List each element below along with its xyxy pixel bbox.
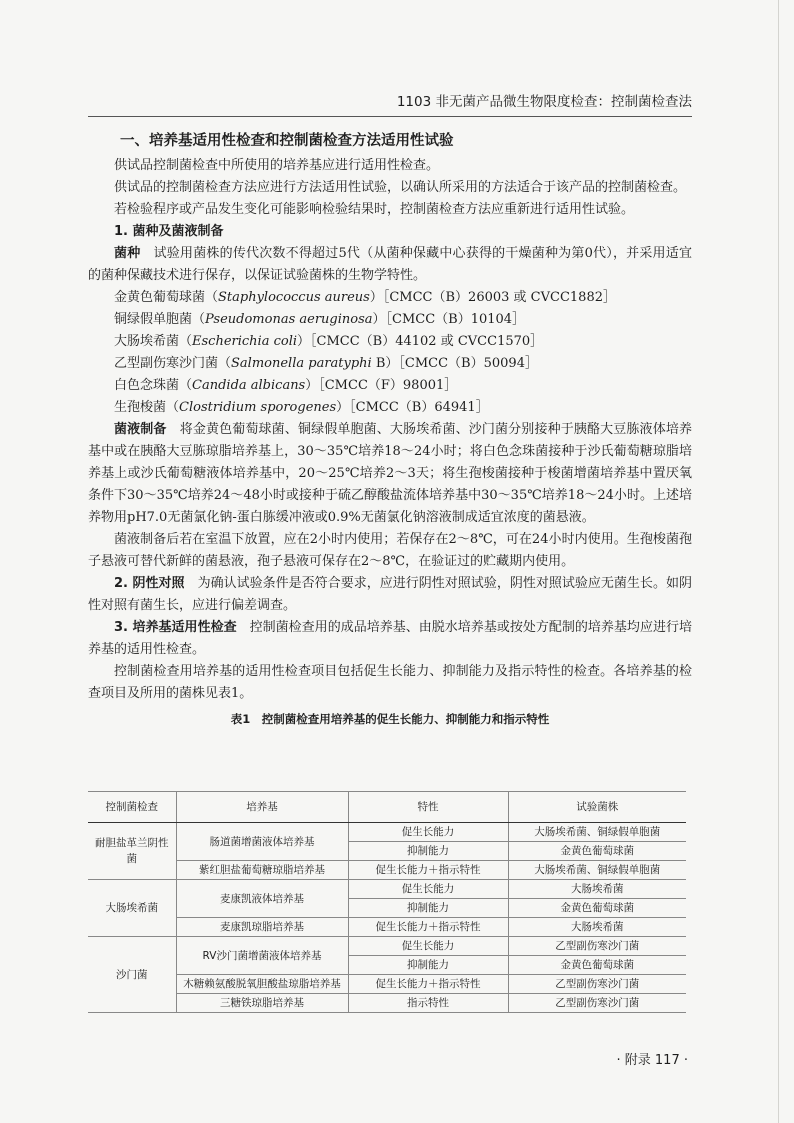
- strain-item: [88, 353, 692, 375]
- property-cell: 抑制能力: [348, 842, 508, 861]
- strain-cell: 乙型副伤寒沙门菌: [508, 975, 686, 994]
- property-cell: 促生长能力: [348, 823, 508, 842]
- medium-cell: 肠道菌增菌液体培养基: [176, 823, 348, 861]
- strain-code: B）［CMCC（B）50094］: [371, 356, 538, 371]
- strains-text: 试验用菌株的传代次数不得超过5代（从菌种保藏中心获得的干燥菌种为第0代），并采用适宜的菌种保藏技术进行保存，以保证试验菌株的生物学特性。: [88, 246, 692, 283]
- table-row: [88, 937, 686, 956]
- intro-paragraph-1: 供试品控制菌检查中所使用的培养基应进行适用性检查。: [114, 158, 440, 173]
- prep-text: 将金黄色葡萄球菌、铜绿假单胞菌、大肠埃希菌、沙门菌分别接种于胰酪大豆胨液体培养基中或在胰酪大豆胨琼脂培养基上，30～35℃培养18～24小时；将白色念珠菌接种于沙氏葡萄糖琼脂培养基上或沙氏葡萄糖液体培养基中，20～25℃培养2～3天；将生孢梭菌接种于梭菌增菌培养基中置厌氧条件下30～35℃培养24～48小时或接种于硫乙醇酸盐流体培养基中30～35℃培养18～24小时。上述培养物用pH7.0无菌氯化钠-蛋白胨缓冲液或0.9%无菌氯化钠溶液制成适宜浓度的菌悬液。: [88, 422, 692, 525]
- medium-cell: 三糖铁琼脂培养基: [176, 994, 348, 1013]
- strains-label: 菌种: [114, 246, 141, 261]
- table-row: [88, 994, 686, 1013]
- strain-cell: 乙型副伤寒沙门菌: [508, 937, 686, 956]
- strain-cn: 金黄色葡萄球菌（: [114, 290, 219, 305]
- strain-latin: Escherichia coli: [192, 334, 298, 349]
- strain-cell: 乙型副伤寒沙门菌: [508, 994, 686, 1013]
- prep-paragraph: [88, 419, 692, 529]
- table-row: [88, 975, 686, 994]
- section-title: 一、培养基适用性检查和控制菌检查方法适用性试验: [120, 133, 454, 149]
- table-header-row: [88, 792, 686, 823]
- strain-cn: 乙型副伤寒沙门菌（: [114, 356, 232, 371]
- page-edge-line: [778, 0, 779, 1123]
- table-body: [88, 823, 686, 1013]
- control-organism-cell: 大肠埃希菌: [88, 880, 176, 937]
- intro-paragraph-2: 供试品的控制菌检查方法应进行方法适用性试验，以确认所采用的方法适合于该产品的控制菌检查。: [114, 180, 687, 195]
- medium-cell: 木糖赖氨酸脱氧胆酸盐琼脂培养基: [176, 975, 348, 994]
- strain-cell: 大肠埃希菌、铜绿假单胞菌: [508, 861, 686, 880]
- table-caption: 表1 控制菌检查用培养基的促生长能力、抑制能力和指示特性: [230, 712, 550, 726]
- strain-cell: 金黄色葡萄球菌: [508, 899, 686, 918]
- page-number: · 附录 117 ·: [616, 1053, 688, 1068]
- property-cell: 指示特性: [348, 994, 508, 1013]
- media-suitability-paragraph: [88, 617, 692, 661]
- subsection-1-title: [88, 221, 692, 243]
- strain-cell: 大肠埃希菌、铜绿假单胞菌: [508, 823, 686, 842]
- property-cell: 抑制能力: [348, 899, 508, 918]
- property-cell: 促生长能力＋指示特性: [348, 975, 508, 994]
- subsection-3-heading: 3. 培养基适用性检查: [114, 620, 237, 635]
- property-cell: 促生长能力＋指示特性: [348, 861, 508, 880]
- strains-paragraph: [88, 243, 692, 287]
- strain-code: ）［CMCC（F）98001］: [305, 378, 458, 393]
- strain-latin: Pseudomonas aeruginosa: [205, 312, 373, 327]
- media-suitability-text: 控制菌检查用的成品培养基、由脱水培养基或按处方配制的培养基均应进行培养基的适用性检查。: [88, 620, 692, 657]
- strain-cell: 金黄色葡萄球菌: [508, 956, 686, 975]
- control-organism-cell: 沙门菌: [88, 937, 176, 1013]
- media-table: [88, 791, 686, 1013]
- strain-item: [88, 375, 692, 397]
- strain-latin: Staphylococcus aureus: [218, 290, 370, 305]
- header-cell: 控制菌检查: [88, 792, 176, 823]
- negative-control-text: 为确认试验条件是否符合要求，应进行阴性对照试验，阴性对照试验应无菌生长。如阴性对照有菌生长，应进行偏差调查。: [88, 576, 692, 613]
- strain-cn: 白色念珠菌（: [114, 378, 193, 393]
- strain-cell: 大肠埃希菌: [508, 880, 686, 899]
- strain-code: ）［CMCC（B）26003 或 CVCC1882］: [369, 290, 616, 305]
- table-row: [88, 823, 686, 842]
- table-row: [88, 880, 686, 899]
- running-header: 1103 非无菌产品微生物限度检查：控制菌检查法: [88, 92, 692, 117]
- property-cell: 抑制能力: [348, 956, 508, 975]
- control-organism-cell: 耐胆盐革兰阴性菌: [88, 823, 176, 880]
- strain-code: ）［CMCC（B）10104］: [372, 312, 526, 327]
- prep-paragraph-2: 菌液制备后若在室温下放置，应在2小时内使用；若保存在2～8℃，可在24小时内使用。生孢梭菌孢子悬液可替代新鲜的菌悬液，孢子悬液可保存在2～8℃，在验证过的贮藏期内使用。: [88, 532, 692, 569]
- table-row: [88, 861, 686, 880]
- strain-cn: 铜绿假单胞菌（: [114, 312, 206, 327]
- medium-cell: 麦康凯琼脂培养基: [176, 918, 348, 937]
- medium-cell: RV沙门菌增菌液体培养基: [176, 937, 348, 975]
- main-content: [88, 130, 692, 728]
- prep-label: 菌液制备: [114, 422, 167, 437]
- intro-paragraph-3: 若检验程序或产品发生变化可能影响检验结果时，控制菌检查方法应重新进行适用性试验。: [114, 202, 635, 217]
- subsection-1-heading: 1. 菌种及菌液制备: [114, 224, 224, 239]
- strain-latin: Candida albicans: [192, 378, 306, 393]
- table-row: [88, 918, 686, 937]
- medium-cell: 紫红胆盐葡萄糖琼脂培养基: [176, 861, 348, 880]
- strain-latin: Salmonella paratyphi: [231, 356, 372, 371]
- property-cell: 促生长能力＋指示特性: [348, 918, 508, 937]
- strain-item: [88, 309, 692, 331]
- strain-item: [88, 287, 692, 309]
- strain-item: [88, 397, 692, 419]
- strain-latin: Clostridium sporogenes: [179, 400, 337, 415]
- subsection-2-heading: 2. 阴性对照: [114, 576, 185, 591]
- strain-cell: 大肠埃希菌: [508, 918, 686, 937]
- header-cell: 特性: [348, 792, 508, 823]
- strain-cn: 生孢梭菌（: [114, 400, 180, 415]
- property-cell: 促生长能力: [348, 937, 508, 956]
- medium-cell: 麦康凯液体培养基: [176, 880, 348, 918]
- header-cell: 培养基: [176, 792, 348, 823]
- strain-code: ）［CMCC（B）44102 或 CVCC1570］: [297, 334, 544, 349]
- negative-control-paragraph: [88, 573, 692, 617]
- strain-cn: 大肠埃希菌（: [114, 334, 193, 349]
- header-cell: 试验菌株: [508, 792, 686, 823]
- strain-cell: 金黄色葡萄球菌: [508, 842, 686, 861]
- strain-code: ）［CMCC（B）64941］: [336, 400, 489, 415]
- media-suitability-paragraph-2: 控制菌检查用培养基的适用性检查项目包括促生长能力、抑制能力及指示特性的检查。各培养基的检查项目及所用的菌株见表1。: [88, 664, 692, 701]
- strain-item: [88, 331, 692, 353]
- strain-list: [88, 287, 692, 419]
- property-cell: 促生长能力: [348, 880, 508, 899]
